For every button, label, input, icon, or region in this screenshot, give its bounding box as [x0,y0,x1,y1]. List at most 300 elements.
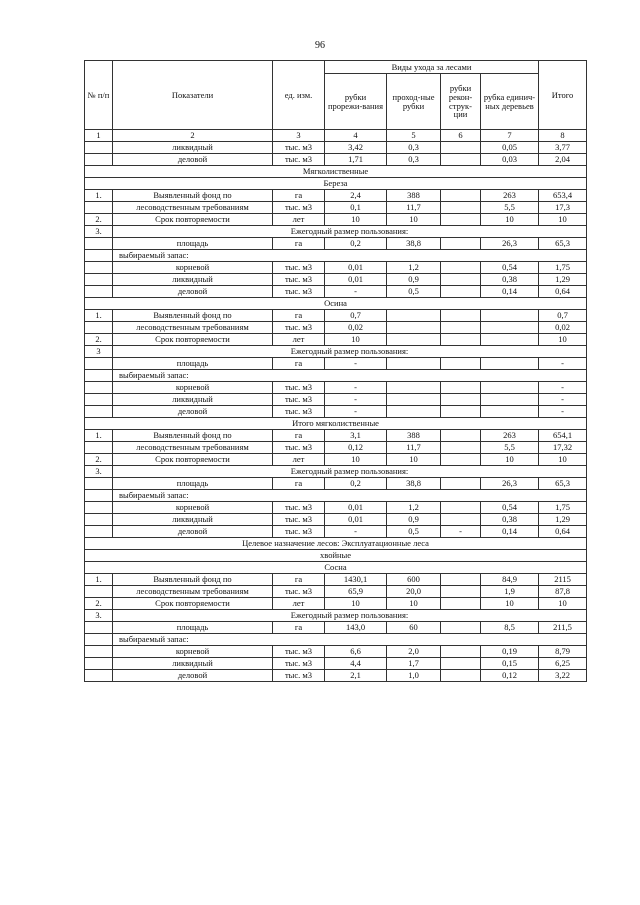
value-passage: 0,9 [387,274,441,286]
value-passage: 0,3 [387,154,441,166]
forest-care-table [84,60,587,682]
row-number [85,526,113,538]
value-reconstruction [441,274,481,286]
value-passage: 600 [387,574,441,586]
row-number [85,658,113,670]
row-indicator: площадь [113,238,273,250]
table-row [85,334,587,346]
row-number [85,622,113,634]
value-single-trees [481,334,539,346]
row-unit: га [273,310,325,322]
value-total: 0,64 [539,526,587,538]
value-passage: 1,2 [387,502,441,514]
row-indicator: площадь [113,478,273,490]
table-row [85,394,587,406]
row-number [85,274,113,286]
value-passage: 10 [387,214,441,226]
value-thinning: 10 [325,598,387,610]
colnum: 6 [441,130,481,142]
row-subheading: выбираемый запас: [113,634,587,646]
row-number [85,478,113,490]
table-row [85,358,587,370]
table-row [85,154,587,166]
value-single-trees [481,310,539,322]
value-total: 654,1 [539,430,587,442]
value-single-trees: 5,5 [481,202,539,214]
value-total: 2,04 [539,154,587,166]
value-total: 0,7 [539,310,587,322]
value-passage: 1,0 [387,670,441,682]
table-row [85,214,587,226]
row-indicator: корневой [113,262,273,274]
table-row [85,226,587,238]
value-thinning: 0,1 [325,202,387,214]
row-indicator: лесоводственным требованиям [113,442,273,454]
header-group: Виды ухода за лесами [325,61,539,74]
value-thinning: - [325,358,387,370]
value-passage [387,310,441,322]
row-unit: га [273,430,325,442]
row-number: 1. [85,190,113,202]
value-total: 2115 [539,574,587,586]
value-single-trees: 0,38 [481,274,539,286]
value-passage [387,358,441,370]
table-row [85,442,587,454]
value-single-trees: 0,38 [481,514,539,526]
colnum: 7 [481,130,539,142]
colnum: 4 [325,130,387,142]
row-indicator: деловой [113,526,273,538]
value-single-trees: 5,5 [481,442,539,454]
section-heading: хвойные [85,550,587,562]
row-number: 3. [85,610,113,622]
row-number [85,502,113,514]
row-indicator: корневой [113,502,273,514]
row-indicator: ликвидный [113,658,273,670]
colnum: 5 [387,130,441,142]
value-reconstruction [441,382,481,394]
value-single-trees: 10 [481,214,539,226]
value-total: 17,32 [539,442,587,454]
row-indicator: корневой [113,646,273,658]
table-row [85,538,587,550]
row-number [85,382,113,394]
value-thinning: 0,12 [325,442,387,454]
value-total: 653,4 [539,190,587,202]
value-passage: 60 [387,622,441,634]
table-row [85,190,587,202]
value-passage: 1,2 [387,262,441,274]
value-thinning: 0,2 [325,478,387,490]
row-unit: лет [273,454,325,466]
row-number [85,142,113,154]
table-row [85,178,587,190]
row-subheading: выбираемый запас: [113,370,587,382]
row-unit: га [273,478,325,490]
value-total: 1,29 [539,514,587,526]
header-col-single-trees: рубка единич-ных деревьев [481,74,539,130]
table-row [85,670,587,682]
value-total: - [539,358,587,370]
value-thinning: 2,4 [325,190,387,202]
value-thinning: - [325,526,387,538]
value-reconstruction [441,190,481,202]
row-indicator: лесоводственным требованиям [113,202,273,214]
value-reconstruction [441,322,481,334]
row-number: 1. [85,574,113,586]
table-row [85,466,587,478]
value-total: 65,3 [539,238,587,250]
row-unit: тыс. м3 [273,382,325,394]
value-total: - [539,406,587,418]
value-thinning: 0,02 [325,322,387,334]
row-number: 2. [85,454,113,466]
value-single-trees: 26,3 [481,238,539,250]
value-reconstruction [441,286,481,298]
table-row [85,322,587,334]
value-total: 10 [539,454,587,466]
value-reconstruction: - [441,526,481,538]
row-subheading: Ежегодный размер пользования: [113,226,587,238]
page-number: 96 [315,40,325,51]
value-reconstruction [441,334,481,346]
row-number: 1. [85,310,113,322]
value-single-trees [481,322,539,334]
table-row [85,274,587,286]
table-row [85,370,587,382]
row-indicator: Выявленный фонд по [113,430,273,442]
value-passage: 2,0 [387,646,441,658]
value-thinning: 1,71 [325,154,387,166]
section-heading: Осина [85,298,587,310]
table-body [85,142,587,682]
value-passage: 11,7 [387,442,441,454]
row-unit: тыс. м3 [273,526,325,538]
value-single-trees: 0,03 [481,154,539,166]
table-row [85,634,587,646]
table-row [85,202,587,214]
row-indicator: деловой [113,406,273,418]
header-unit: ед. изм. [273,61,325,130]
value-total: - [539,394,587,406]
value-passage: 20,0 [387,586,441,598]
row-indicator: лесоводственным требованиям [113,322,273,334]
value-thinning: - [325,394,387,406]
value-total: 87,8 [539,586,587,598]
table-row [85,610,587,622]
row-unit: тыс. м3 [273,202,325,214]
value-thinning: 0,01 [325,514,387,526]
value-total: - [539,382,587,394]
value-thinning: 65,9 [325,586,387,598]
row-number: 1. [85,430,113,442]
value-passage: 388 [387,430,441,442]
row-number [85,406,113,418]
value-total: 0,02 [539,322,587,334]
value-reconstruction [441,442,481,454]
value-single-trees: 0,15 [481,658,539,670]
row-indicator: ликвидный [113,394,273,406]
row-unit: га [273,622,325,634]
table-row [85,478,587,490]
value-reconstruction [441,262,481,274]
value-reconstruction [441,586,481,598]
value-reconstruction [441,598,481,610]
table-row [85,502,587,514]
table-row [85,526,587,538]
table-row [85,142,587,154]
colnum: 8 [539,130,587,142]
row-number [85,634,113,646]
section-heading: Мягколиственные [85,166,587,178]
row-number [85,514,113,526]
value-thinning: 0,7 [325,310,387,322]
value-thinning: 4,4 [325,658,387,670]
row-number: 2. [85,214,113,226]
section-heading: Целевое назначение лесов: Эксплуатационные леса [85,538,587,550]
value-passage: 10 [387,598,441,610]
value-reconstruction [441,646,481,658]
row-unit: тыс. м3 [273,646,325,658]
row-subheading: выбираемый запас: [113,490,587,502]
table-row [85,250,587,262]
row-number: 3 [85,346,113,358]
row-number [85,322,113,334]
value-passage [387,322,441,334]
value-reconstruction [441,406,481,418]
table-row [85,430,587,442]
value-single-trees: 0,54 [481,502,539,514]
value-thinning: - [325,406,387,418]
row-indicator: ликвидный [113,142,273,154]
row-unit: тыс. м3 [273,406,325,418]
row-indicator: Срок повторяемости [113,598,273,610]
header-num: № п/п [85,61,113,130]
table-row [85,586,587,598]
row-indicator: площадь [113,622,273,634]
value-passage [387,334,441,346]
value-passage: 38,8 [387,238,441,250]
header-total: Итого [539,61,587,130]
value-total: 1,29 [539,274,587,286]
value-reconstruction [441,214,481,226]
row-unit: тыс. м3 [273,502,325,514]
row-unit: тыс. м3 [273,322,325,334]
value-single-trees: 263 [481,430,539,442]
value-single-trees: 10 [481,454,539,466]
value-total: 10 [539,598,587,610]
colnum: 1 [85,130,113,142]
row-number: 2. [85,598,113,610]
row-number [85,394,113,406]
value-thinning: 6,6 [325,646,387,658]
value-thinning: 0,01 [325,502,387,514]
value-passage: 0,5 [387,286,441,298]
value-reconstruction [441,574,481,586]
row-unit: га [273,190,325,202]
value-thinning: - [325,286,387,298]
table-row [85,406,587,418]
row-indicator: деловой [113,670,273,682]
value-passage: 11,7 [387,202,441,214]
row-unit: тыс. м3 [273,658,325,670]
row-number: 3. [85,466,113,478]
value-thinning: 10 [325,334,387,346]
row-indicator: ликвидный [113,514,273,526]
value-single-trees: 0,14 [481,286,539,298]
table-row [85,166,587,178]
section-heading: Сосна [85,562,587,574]
value-total: 211,5 [539,622,587,634]
table-row [85,562,587,574]
value-single-trees: 84,9 [481,574,539,586]
row-number [85,370,113,382]
value-passage [387,394,441,406]
row-unit: га [273,238,325,250]
value-single-trees: 0,54 [481,262,539,274]
header-col-thinning: рубки прорежи-вания [325,74,387,130]
value-reconstruction [441,454,481,466]
row-subheading: Ежегодный размер пользования: [113,610,587,622]
value-reconstruction [441,514,481,526]
value-single-trees: 0,05 [481,142,539,154]
row-indicator: Срок повторяемости [113,334,273,346]
table-row [85,550,587,562]
header-col-passage: проход-ные рубки [387,74,441,130]
row-number [85,358,113,370]
table-row [85,658,587,670]
value-single-trees: 263 [481,190,539,202]
value-passage: 1,7 [387,658,441,670]
row-unit: тыс. м3 [273,442,325,454]
colnum: 2 [113,130,273,142]
table-row [85,238,587,250]
value-single-trees: 1,9 [481,586,539,598]
row-number: 2. [85,334,113,346]
row-number [85,202,113,214]
row-indicator: корневой [113,382,273,394]
row-number [85,262,113,274]
row-number [85,238,113,250]
row-unit: тыс. м3 [273,154,325,166]
row-subheading: Ежегодный размер пользования: [113,466,587,478]
row-unit: тыс. м3 [273,142,325,154]
value-single-trees: 8,5 [481,622,539,634]
value-reconstruction [441,238,481,250]
row-indicator: деловой [113,286,273,298]
value-single-trees: 0,12 [481,670,539,682]
value-total: 6,25 [539,658,587,670]
row-indicator: площадь [113,358,273,370]
row-number [85,646,113,658]
row-unit: тыс. м3 [273,394,325,406]
value-thinning: 10 [325,214,387,226]
table-row [85,646,587,658]
table-row [85,418,587,430]
value-single-trees [481,358,539,370]
value-thinning: 0,01 [325,274,387,286]
value-thinning: 2,1 [325,670,387,682]
colnum: 3 [273,130,325,142]
section-heading: Береза [85,178,587,190]
row-indicator: Выявленный фонд по [113,310,273,322]
row-number [85,490,113,502]
value-single-trees: 0,14 [481,526,539,538]
row-indicator: Срок повторяемости [113,454,273,466]
value-passage: 388 [387,190,441,202]
value-reconstruction [441,358,481,370]
value-reconstruction [441,310,481,322]
table-row [85,382,587,394]
value-passage: 38,8 [387,478,441,490]
value-thinning: 1430,1 [325,574,387,586]
value-reconstruction [441,430,481,442]
value-single-trees [481,394,539,406]
value-thinning: 10 [325,454,387,466]
table-row [85,490,587,502]
row-unit: тыс. м3 [273,274,325,286]
value-thinning: 3,42 [325,142,387,154]
header-col-reconstruction: рубки рекон-струк-ции [441,74,481,130]
row-subheading: Ежегодный размер пользования: [113,346,587,358]
row-unit: лет [273,334,325,346]
value-total: 1,75 [539,262,587,274]
value-passage: 0,5 [387,526,441,538]
value-reconstruction [441,478,481,490]
row-number [85,286,113,298]
row-indicator: ликвидный [113,274,273,286]
row-number [85,154,113,166]
value-single-trees: 26,3 [481,478,539,490]
row-indicator: Срок повторяемости [113,214,273,226]
value-total: 1,75 [539,502,587,514]
row-indicator: лесоводственным требованиям [113,586,273,598]
value-reconstruction [441,202,481,214]
value-total: 65,3 [539,478,587,490]
value-reconstruction [441,154,481,166]
row-number [85,250,113,262]
row-number [85,442,113,454]
value-reconstruction [441,658,481,670]
value-reconstruction [441,142,481,154]
section-heading: Итого мягколиственные [85,418,587,430]
table-row [85,262,587,274]
row-unit: га [273,358,325,370]
value-reconstruction [441,622,481,634]
table-row [85,298,587,310]
row-unit: тыс. м3 [273,670,325,682]
value-reconstruction [441,670,481,682]
value-total: 17,3 [539,202,587,214]
value-total: 10 [539,214,587,226]
row-subheading: выбираемый запас: [113,250,587,262]
header-indicators: Показатели [113,61,273,130]
value-thinning: 0,01 [325,262,387,274]
value-total: 3,77 [539,142,587,154]
value-total: 3,22 [539,670,587,682]
row-unit: тыс. м3 [273,514,325,526]
row-indicator: Выявленный фонд по [113,190,273,202]
value-single-trees: 0,19 [481,646,539,658]
table-row [85,514,587,526]
value-single-trees: 10 [481,598,539,610]
value-passage: 0,9 [387,514,441,526]
value-single-trees [481,406,539,418]
row-number: 3. [85,226,113,238]
table-row [85,622,587,634]
value-total: 10 [539,334,587,346]
row-number [85,586,113,598]
